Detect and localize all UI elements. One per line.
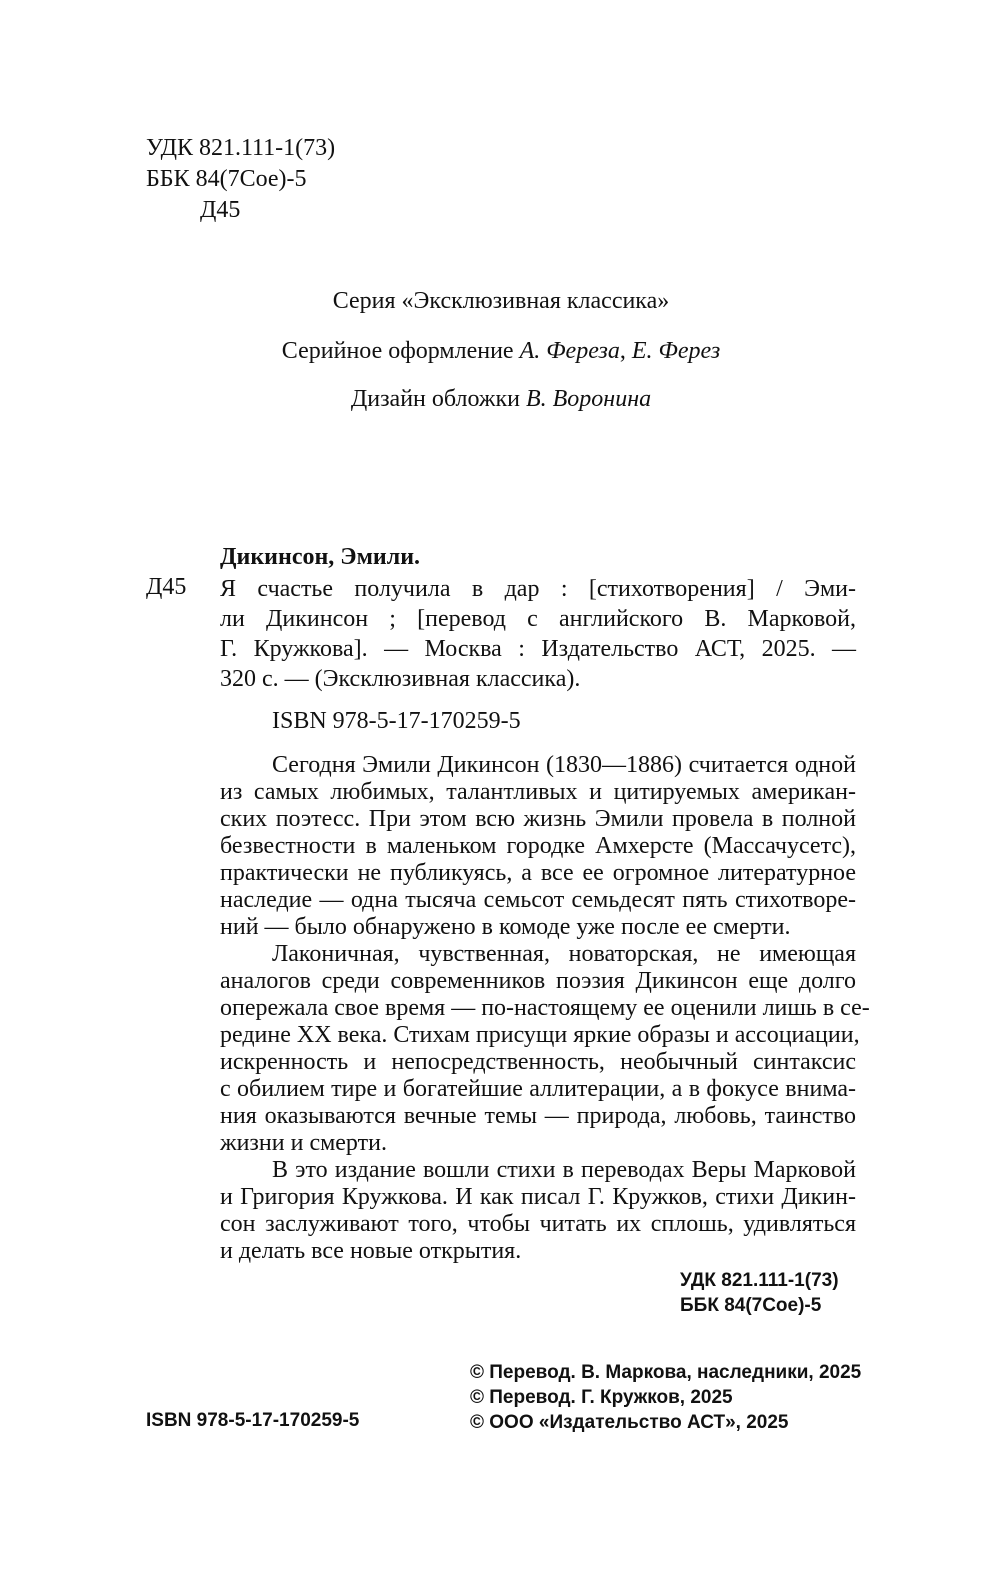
copyright-notices (470, 1360, 861, 1435)
author-mark: Д45 (200, 197, 241, 223)
catalog-call-mark: Д45 (146, 574, 187, 600)
annotation-line: Сегодня Эмили Дикинсон (1830—1886) считается одной (272, 752, 856, 778)
description-line: 320 с. — (Эксклюзивная классика). (220, 666, 581, 692)
annotation-line: из самых любимых, талантливых и цитируемых америкaн- (220, 779, 856, 805)
bibliographic-description (220, 574, 856, 694)
annotation-line: практически не публикуясь, а все ее огромное литературное (220, 860, 856, 886)
annotation-paragraph-2 (220, 941, 870, 1157)
author-heading: Дикинсон, Эмили. (220, 544, 421, 570)
series-text: Серия «Эксклюзивная классика» (332, 288, 670, 314)
annotation-paragraph-1 (220, 752, 856, 941)
serial-design-name-2: Е. Ферез (631, 338, 721, 364)
annotation-line: наследие — одна тысяча семьсот семьдесят пять стихотворе- (220, 887, 856, 913)
annotation-line: опережала свое время — по-настоящему ее оценили лишь в се- (220, 995, 870, 1021)
annotation-line: сон заслуживают того, чтобы читать их сплошь, удивляться (220, 1211, 856, 1237)
serial-design-label: Серийное оформление (281, 338, 514, 364)
footer-udk: УДК 821.111-1(73) (680, 1270, 839, 1291)
catalog-isbn: ISBN 978-5-17-170259-5 (272, 708, 521, 734)
description-line: Я счастье получила в дар : [стихотворения] / Эми- (220, 576, 856, 602)
footer-bbk: ББК 84(7Сое)-5 (680, 1295, 822, 1316)
serial-design-name-1: А. Фереза (519, 338, 620, 364)
series-line (146, 288, 856, 315)
copyright-line: © Перевод. В. Маркова, наследники, 2025 (470, 1362, 862, 1383)
annotation-line: искренность и непосредственность, необычный синтаксис (220, 1049, 856, 1075)
copyright-line: © ООО «Издательство АСТ», 2025 (470, 1412, 789, 1433)
annotation-line: жизни и смерти. (220, 1130, 387, 1156)
annotation-line: редине XX века. Стихам присущи яркие образы и ассоциации, (220, 1022, 860, 1048)
serial-design-line (146, 338, 856, 365)
annotation-paragraph-3 (220, 1157, 856, 1265)
copyright-line: © Перевод. Г. Кружков, 2025 (470, 1387, 733, 1408)
annotation-line: ний — было обнаружено в комоде уже после ее смерти. (220, 914, 791, 940)
annotation-line: безвестности в маленьком городке Амхерсте (Массачусетс), (220, 833, 856, 859)
annotation-line: ния оказываются вечные темы — природа, любовь, таинство (220, 1103, 856, 1129)
annotation-line: и делать все новые открытия. (220, 1238, 522, 1264)
serial-design-separator: , (619, 338, 632, 364)
cover-design-label: Дизайн обложки (350, 386, 520, 412)
description-line: ли Дикинсон ; [перевод с английского В. Марковой, (220, 606, 856, 632)
footer-classification (680, 1268, 839, 1318)
udk-code: УДК 821.111-1(73) (146, 135, 336, 161)
annotation-line: В это издание вошли стихи в переводах Веры Марковой (272, 1157, 856, 1183)
annotation-line: ских поэтесс. При этом всю жизнь Эмили провела в полной (220, 806, 856, 832)
description-line: Г. Кружкова]. — Москва : Издательство АСТ, 2025. — (220, 636, 856, 662)
annotation-line: и Григория Кружкова. И как писал Г. Кружков, стихи Дикин- (220, 1184, 856, 1210)
annotation-line: с обилием тире и богатейшие аллитерации, а в фокусе внима- (220, 1076, 856, 1102)
footer-isbn: ISBN 978-5-17-170259-5 (146, 1410, 360, 1431)
annotation-line: Лаконичная, чувственная, новаторская, не имеющая (272, 941, 856, 967)
cover-design-name: В. Воронина (525, 386, 652, 412)
cover-design-line (146, 386, 856, 413)
classification-block (146, 133, 335, 226)
bbk-code: ББК 84(7Сое)-5 (146, 166, 307, 192)
annotation-line: аналогов среди современников поэзия Дикинсон еще долго (220, 968, 856, 994)
